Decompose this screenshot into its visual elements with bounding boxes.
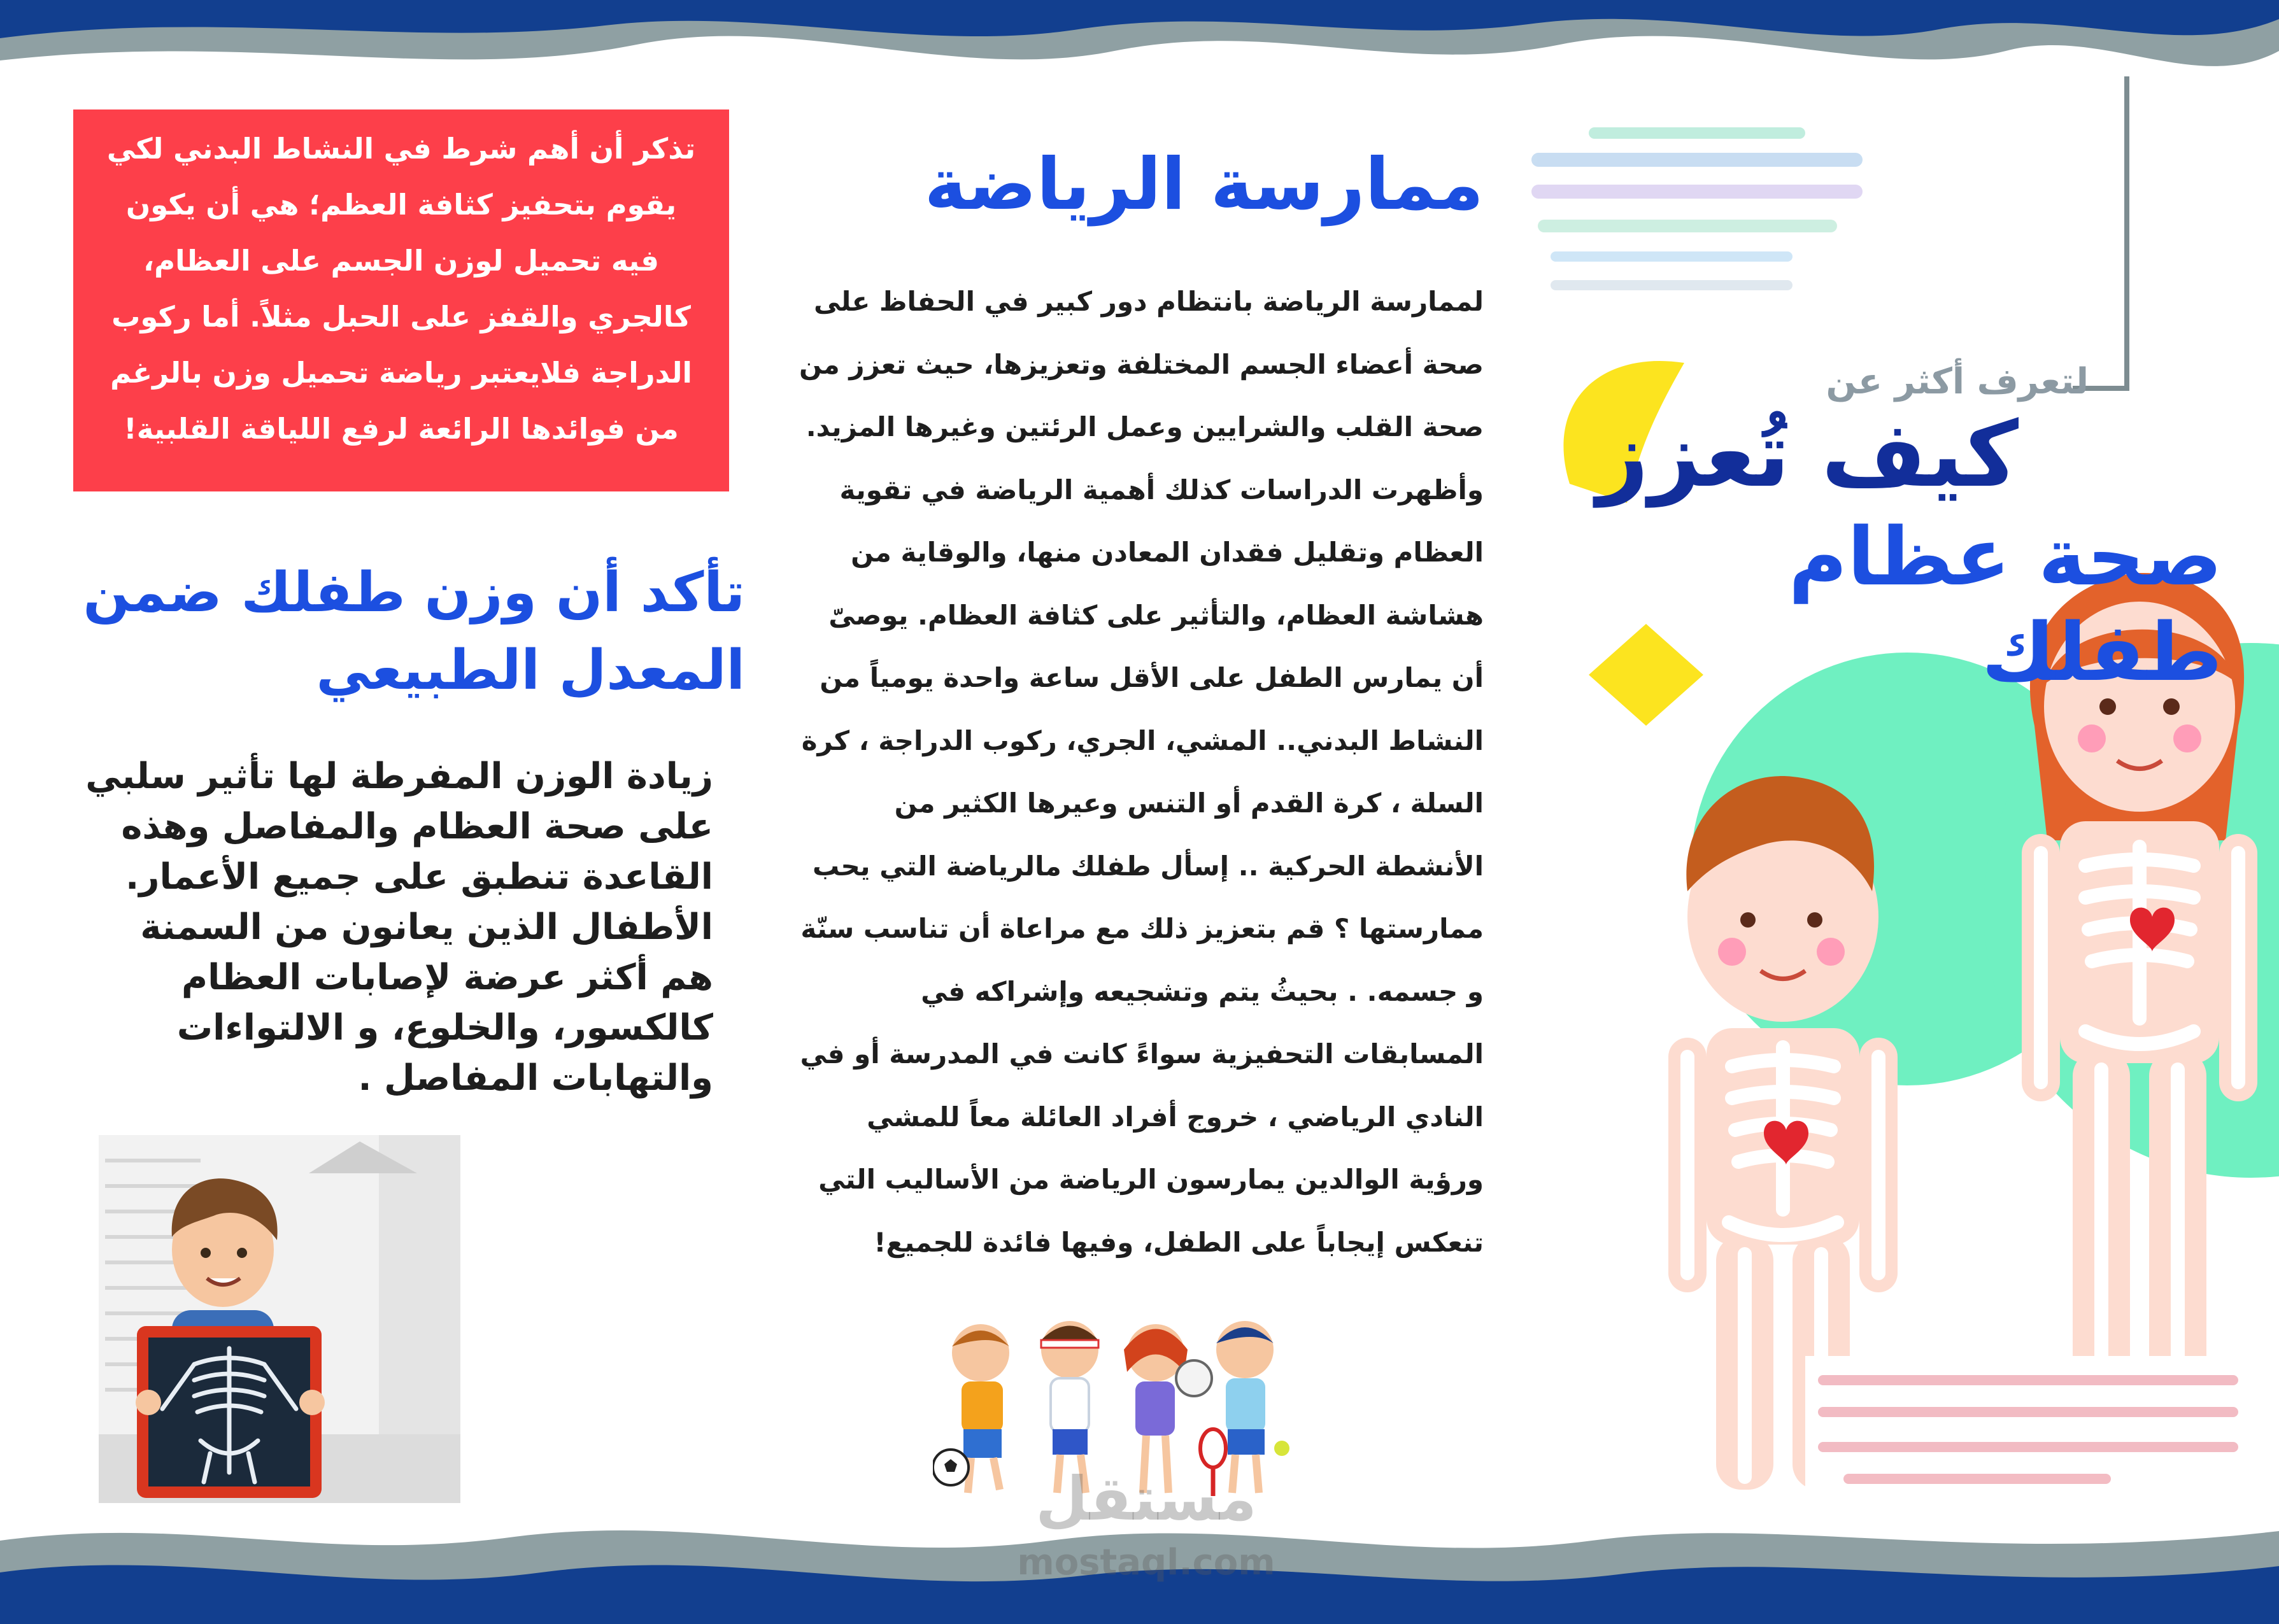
sports-section-title: ممارسة الرياضة [924,143,1484,226]
sports-section-body: لممارسة الرياضة بانتظام دور كبير في الحفاظ على صحة أعضاء الجسم المختلفة وتعزيزها، حيث تعزز من صحة القلب والشرايين وعمل الرئتين وغيرها المزيد. وأظهرت الدراسات كذلك أهمية الرياضة في تقوية العظام وتقليل فقدان المعادن منها، والوقاية من هشاشة العظام، والتأثير على كثافة العظام. يوصىّ أن يمارس الطفل على الأقل ساعة واحدة يومياً من النشاط البدني.. المشي، الجري، ركوب الدراجة ، كرة السلة ، كرة القدم أو التنس وعيرها الكثير من الأنشطة الحركية .. إسأل طفلك مالرياضة التي يحب ممارستها ؟ قم بتعزيز ذلك مع مراعاة أن تناسب سنّة و جسمه. . بحيثُ يتم وتشجيعه وإشراكه في المسابقات التحفيزية سواءً كانت في المدرسة أو في النادي الرياضي ، خروج أفراد العائلة معاً للمشي ورؤية الوالدين يمارسون الرياضة من الأساليب التي تنعكس إيجاباً على الطفل، وفيها فائدة للجميع! [799,286,1484,1258]
cover-subtitle: لتعرف أكثر عن [1826,361,2089,402]
cover-title-line2: صحة عظام طفلك [1788,510,2222,699]
reminder-box [73,109,729,491]
reminder-text: تذكر أن أهم شرط في النشاط البدني لكي يقوم بتحفيز كثافة العظم؛ هي أن يكون فيه تحميل لوزن الجسم على العظام، كالجري والقفز على الحبل مثلاً. أما ركوب الدراجة فلايعتبر رياضة تحميل وزن بالرغم من فوائدها الرائعة لرفع اللياقة القلبية! [106,132,696,446]
weight-section-body: زيادة الوزن المفرطة لها تأثير سلبي على صحة العظام والمفاصل وهذه القاعدة تنطبق على جميع الأعمار. الأطفال الذين يعانون من السمنة هم أكثر عرضة لإصابات العظام كالكسور، والخلوع، و الالتواءات والتهابات المفاصل . [85,756,713,1099]
watermark-logo: مستقل [1035,1464,1257,1534]
watermark-url: mostaql.com [1017,1542,1275,1583]
children-skeleton-icon [1525,64,2279,1502]
cover-title-line1: كيف تُعزز [1596,402,2019,507]
weight-section-title: تأكد أن وزن طفلك ضمن المعدل الطبيعي [83,561,745,702]
boy-xray-icon [99,1135,460,1503]
